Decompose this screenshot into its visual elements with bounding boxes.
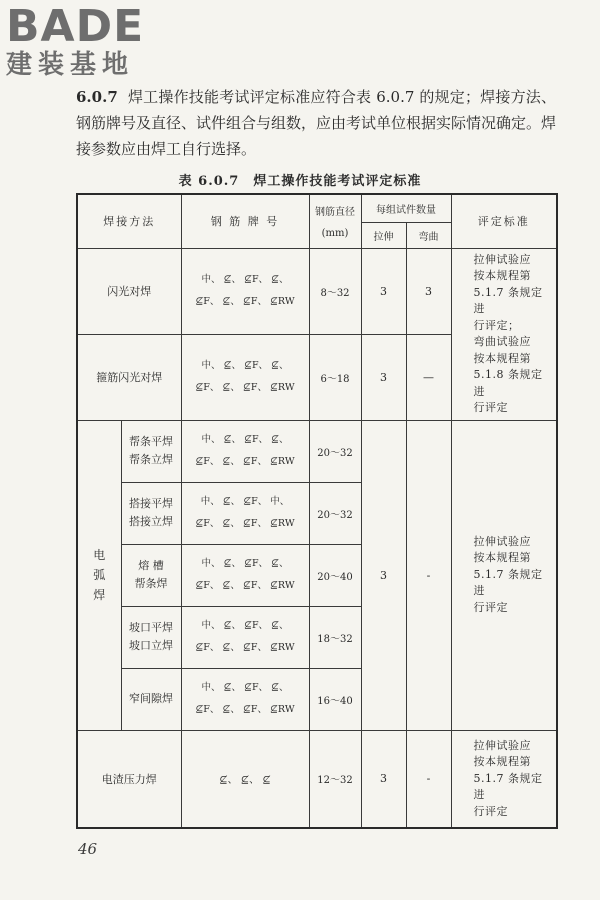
bend-cell: 3 [406,248,451,334]
evaluation-line: 行评定 [473,804,508,818]
grade-cell [181,334,309,420]
arc-group-cell [77,420,121,730]
header-evaluation: 评定标准 [451,194,557,248]
method-cell: 电渣压力焊 [77,730,181,828]
diameter-cell: 8～32 [309,248,361,334]
diameter-cell: 16～40 [309,668,361,730]
submethod-cell [121,606,181,668]
evaluation-line: 5.1.7 条规定进 [473,285,543,315]
clause-paragraph [76,84,556,162]
method-cell: 箍筋闪光对焊 [77,334,181,420]
grade-line: 中、 ⊈、 ⊈F、 ⊈、 [201,434,289,445]
diameter-cell: 20～32 [309,420,361,482]
grade-cell [181,544,309,606]
evaluation-line: 5.1.7 条规定进 [473,771,543,801]
evaluation-line: 弯曲试验应 [473,335,531,348]
submethod-cell [121,482,181,544]
header-diameter-unit: (mm) [321,228,349,240]
grade-line: ⊈F、 ⊈、 ⊈F、 ⊈RW [195,518,295,529]
table-number: 表 6.0.7 [178,174,240,189]
grade-line: 中、 ⊈、 ⊈F、 ⊈、 [201,558,289,569]
clause-number: 6.0.7 [76,88,118,106]
evaluation-line: 行评定； [473,318,520,332]
table-row [77,420,557,482]
grade-line: 中、 ⊈、 ⊈F、 ⊈、 [201,360,289,371]
table-row [77,730,557,828]
evaluation-line: 按本规程第 [473,551,531,565]
grade-cell [181,668,309,730]
diameter-cell: 20～40 [309,544,361,606]
logo-subtitle: 建装基地 [6,50,135,80]
submethod-line: 帮条立焊 [129,453,173,466]
evaluation-line: 拉伸试验应 [473,738,531,752]
evaluation-line: 行评定 [473,401,508,414]
tensile-cell: 3 [361,420,406,730]
header-bend: 弯曲 [406,222,451,248]
grade-line: ⊈F、 ⊈、 ⊈F、 ⊈RW [195,382,295,393]
submethod-line: 熔 槽 [138,559,164,572]
evaluation-line: 按本规程第 [473,269,531,282]
method-cell: 闪光对焊 [77,248,181,334]
grade-line: 中、 ⊈、 ⊈F、 ⊈、 [201,274,289,285]
table-caption [0,170,600,189]
header-grade: 钢 筋 牌 号 [181,194,309,248]
logo-mark: BADE [6,1,145,52]
grade-line: ⊈F、 ⊈、 ⊈F、 ⊈RW [195,642,295,653]
page-number: 46 [78,840,98,858]
submethod-line: 帮条焊 [134,577,168,590]
header-row-1 [77,194,557,222]
evaluation-line: 拉伸试验应 [473,252,531,266]
evaluation-line: 按本规程第 [473,755,531,768]
tensile-cell: 3 [361,334,406,420]
header-diameter [309,194,361,248]
header-method: 焊接方法 [77,194,181,248]
arc-label: 电弧焊 [93,548,106,602]
submethod-cell [121,420,181,482]
submethod-line: 坡口平焊 [129,621,173,634]
diameter-cell: 12～32 [309,730,361,828]
header-diameter-label: 钢筋直径 [315,207,355,219]
evaluation-line: 拉伸试验应 [473,534,531,548]
diameter-cell: 6～18 [309,334,361,420]
evaluation-line: 5.1.8 条规定进 [473,368,543,398]
grade-cell [181,248,309,334]
evaluation-line: 按本规程第 [473,351,531,365]
evaluation-line: 行评定 [473,600,508,614]
tensile-cell: 3 [361,248,406,334]
submethod-line: 搭接立焊 [129,515,173,528]
submethod-line: 帮条平焊 [129,435,173,448]
grade-line: 中、 ⊈、 ⊈F、 ⊈、 [201,620,289,631]
grade-line: 中、 ⊈、 ⊈F、 ⊈、 [201,682,289,693]
clause-text: 焊工操作技能考试评定标准应符合表 6.0.7 的规定；焊接方法、钢筋牌号及直径、试件组合与组数，应由考试单位根据实际情况确定。焊接参数应由焊工自行选择。 [76,88,557,158]
evaluation-cell [451,248,557,420]
grade-line: ⊈F、 ⊈、 ⊈F、 ⊈RW [195,296,295,307]
evaluation-standard-table [76,193,558,829]
bend-cell: — [406,334,451,420]
submethod-line: 搭接平焊 [129,497,173,510]
diameter-cell: 20～32 [309,482,361,544]
tensile-cell: 3 [361,730,406,828]
table-title: 焊工操作技能考试评定标准 [253,174,422,189]
grade-line: ⊈F、 ⊈、 ⊈F、 ⊈RW [195,580,295,591]
bade-logo [6,1,186,80]
bend-cell: - [406,420,451,730]
grade-cell: ⊈、 ⊈、 ⊈ [181,730,309,828]
grade-cell [181,606,309,668]
submethod-line: 窄间隙焊 [129,692,173,705]
submethod-cell [121,544,181,606]
evaluation-cell [451,730,557,828]
evaluation-cell [451,420,557,730]
table-row [77,248,557,334]
diameter-cell: 18～32 [309,606,361,668]
evaluation-line: 5.1.7 条规定进 [473,567,543,598]
grade-line: ⊈F、 ⊈、 ⊈F、 ⊈RW [195,456,295,467]
grade-line: ⊈F、 ⊈、 ⊈F、 ⊈RW [195,704,295,715]
header-tensile: 拉伸 [361,222,406,248]
grade-cell [181,482,309,544]
submethod-line: 坡口立焊 [129,639,173,652]
submethod-cell [121,668,181,730]
bend-cell: - [406,730,451,828]
header-specimens: 每组试件数量 [361,194,451,222]
grade-cell [181,420,309,482]
grade-line: 中、 ⊈、 ⊈F、 中、 [200,496,290,507]
